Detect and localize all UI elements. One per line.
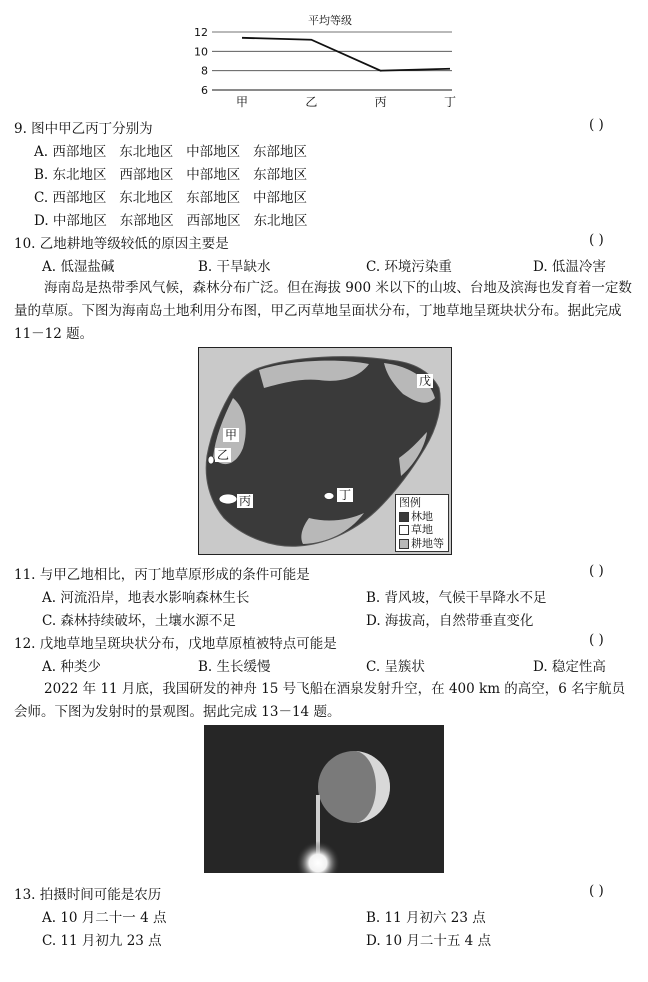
q10-option-a: A. 低湿盐碱 bbox=[42, 259, 115, 275]
intro-11-12: 海南岛是热带季风气候，森林分布广泛。但在海拔 900 米以下的山坡、台地及滨海也发育着一定数量的草原。下图为海南岛土地利用分布图，甲乙丙草地呈面状分布，丁地草地呈斑块状分布。据此完成 11－12 题。 bbox=[14, 280, 632, 342]
q11-option-d: D. 海拔高，自然带垂直变化 bbox=[366, 613, 534, 629]
q9-option-b: B. 东北地区 西部地区 中部地区 东部地区 bbox=[34, 167, 308, 183]
x-tick-label: 甲 bbox=[235, 95, 249, 109]
chart-series-line bbox=[242, 38, 450, 71]
q9-stem: 9. 图中甲乙丙丁分别为 bbox=[14, 121, 153, 137]
legend-farm-label: 耕地等 bbox=[411, 536, 444, 550]
q9-answer-paren: ( ) bbox=[589, 117, 604, 133]
q10-option-c: C. 环境污染重 bbox=[366, 259, 452, 275]
moon-icon bbox=[318, 751, 390, 823]
grade-line-chart bbox=[190, 8, 460, 112]
q9-option-a: A. 西部地区 东北地区 中部地区 东部地区 bbox=[34, 144, 307, 160]
q10-option-d: D. 低温冷害 bbox=[533, 259, 606, 275]
legend-forest-label: 林地 bbox=[411, 509, 433, 523]
y-tick-label: 8 bbox=[201, 64, 208, 78]
chart-x-ticks bbox=[236, 95, 456, 109]
q9-option-d: D. 中部地区 东部地区 西部地区 东北地区 bbox=[34, 213, 308, 229]
intro-13-14: 2022 年 11 月底，我国研发的神舟 15 号飞船在酒泉发射升空，在 400 km 的高空，6 名宇航员会师。下图为发射时的景观图。据此完成 13－14 题。 bbox=[14, 681, 626, 720]
chart-svg bbox=[190, 8, 460, 112]
forest-swatch bbox=[399, 512, 409, 522]
map-label-yi: 乙 bbox=[217, 448, 230, 462]
q11-option-a: A. 河流沿岸，地表水影响森林生长 bbox=[42, 590, 250, 606]
legend-item-forest bbox=[399, 510, 445, 524]
launch-photo bbox=[204, 725, 444, 873]
y-tick-label: 6 bbox=[201, 84, 208, 97]
q12-stem: 12. 戊地草地呈斑块状分布，戊地草原植被特点可能是 bbox=[14, 636, 337, 652]
chart-grid bbox=[212, 32, 452, 90]
map-label-bing: 丙 bbox=[239, 494, 252, 508]
map-label-wu: 戊 bbox=[419, 374, 432, 388]
q13-option-d: D. 10 月二十五 4 点 bbox=[366, 933, 492, 949]
y-tick-label: 10 bbox=[194, 45, 208, 59]
x-tick-label: 乙 bbox=[305, 95, 318, 109]
chart-y-ticks bbox=[194, 26, 208, 97]
x-tick-label: 丙 bbox=[374, 95, 387, 109]
y-tick-label: 12 bbox=[194, 26, 208, 39]
q13-answer-paren: ( ) bbox=[589, 883, 604, 899]
q13-option-c: C. 11 月初九 23 点 bbox=[42, 933, 162, 949]
launch-photo-svg bbox=[204, 725, 444, 873]
chart-title: 平均等级 bbox=[308, 14, 352, 27]
q12-option-c: C. 呈簇状 bbox=[366, 659, 425, 675]
legend-grass-label: 草地 bbox=[411, 523, 433, 536]
q13-option-b: B. 11 月初六 23 点 bbox=[366, 910, 486, 926]
q10-option-b: B. 干旱缺水 bbox=[198, 259, 271, 275]
grass-swatch bbox=[399, 525, 409, 535]
q13-stem: 13. 拍摄时间可能是农历 bbox=[14, 887, 162, 903]
farm-swatch bbox=[399, 539, 409, 549]
q11-stem: 11. 与甲乙地相比，丙丁地草原形成的条件可能是 bbox=[14, 567, 310, 583]
x-tick-label: 丁 bbox=[443, 95, 457, 109]
q11-answer-paren: ( ) bbox=[589, 563, 604, 579]
legend-item-farm bbox=[399, 537, 445, 551]
q12-option-d: D. 稳定性高 bbox=[533, 659, 606, 675]
q9-option-c: C. 西部地区 东北地区 东部地区 中部地区 bbox=[34, 190, 308, 206]
hainan-land-use-map bbox=[198, 347, 452, 555]
q10-stem: 10. 乙地耕地等级较低的原因主要是 bbox=[14, 236, 229, 252]
q11-option-b: B. 背风坡，气候干旱降水不足 bbox=[366, 590, 547, 606]
legend-item-grass bbox=[399, 523, 445, 537]
q11-option-c: C. 森林持续破坏，土壤水源不足 bbox=[42, 613, 236, 629]
map-legend bbox=[395, 494, 449, 552]
q13-option-a: A. 10 月二十一 4 点 bbox=[42, 910, 167, 926]
map-label-jia: 甲 bbox=[225, 428, 238, 442]
map-label-ding: 丁 bbox=[339, 488, 352, 502]
q12-option-b: B. 生长缓慢 bbox=[198, 659, 271, 675]
legend-title: 图例 bbox=[399, 496, 421, 509]
q12-option-a: A. 种类少 bbox=[42, 659, 101, 675]
q10-answer-paren: ( ) bbox=[589, 232, 604, 248]
q12-answer-paren: ( ) bbox=[589, 632, 604, 648]
